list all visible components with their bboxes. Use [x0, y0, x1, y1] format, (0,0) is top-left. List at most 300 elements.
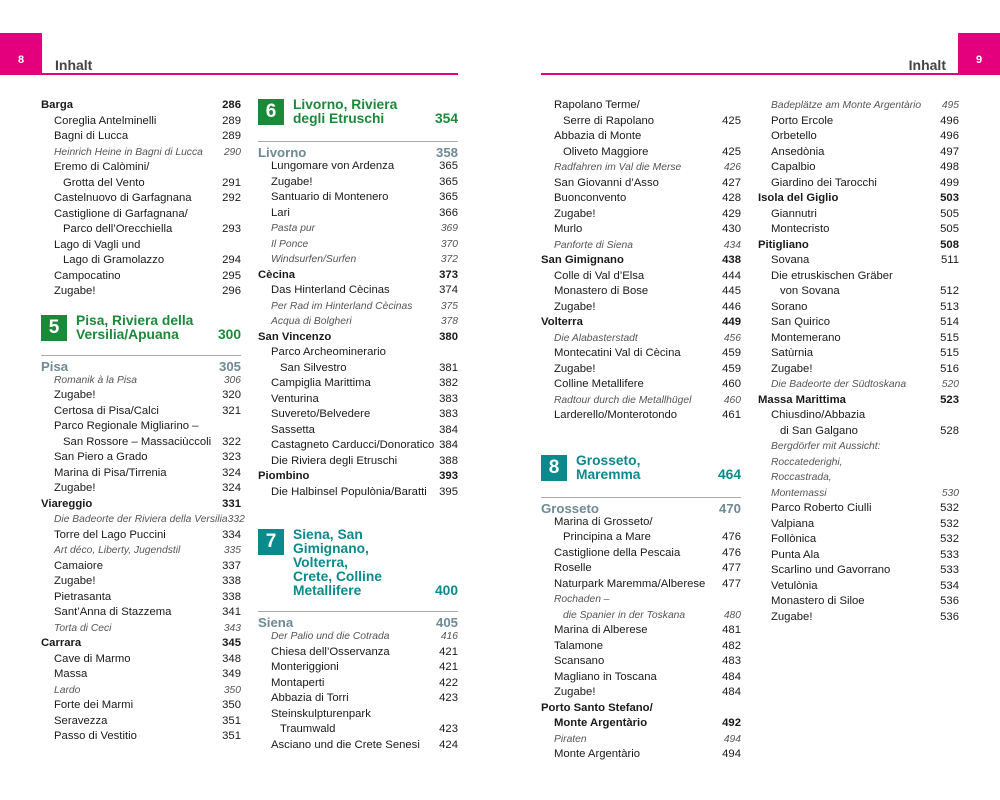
toc-entry-page: 348: [222, 652, 241, 665]
toc-entry: [541, 145, 741, 161]
toc-entry-title: Castagneto Carducci/Donoratico: [271, 439, 435, 451]
toc-entry: [41, 621, 241, 637]
toc-entry-title: Rochaden –: [554, 594, 610, 605]
toc-entry-page: 382: [439, 377, 458, 389]
toc-entry: [258, 206, 458, 222]
toc-entry-page: 428: [722, 192, 741, 204]
toc-entry-page: 350: [223, 684, 241, 696]
toc-entry-title: Il Ponce: [271, 238, 309, 250]
toc-entry-page: 381: [439, 361, 458, 374]
toc-entry: [758, 486, 959, 502]
toc-entry-page: 388: [439, 454, 458, 467]
chapter-number-badge: 5: [41, 315, 67, 341]
toc-entry: [541, 377, 741, 393]
toc-entry: [258, 159, 458, 175]
area-heading: [541, 497, 741, 515]
toc-entry-title: Abbazia di Torri: [271, 692, 349, 704]
toc-entry-title: Art déco, Liberty, Jugendstil: [54, 545, 181, 556]
toc-entry-title: Castiglione della Pescaia: [554, 546, 681, 559]
toc-entry-title: Zugabe!: [54, 389, 96, 401]
toc-entry-page: 460: [723, 394, 741, 406]
toc-entry-title: Zugabe!: [554, 207, 596, 220]
toc-entry: [541, 362, 741, 378]
toc-entry-title: Parco dell’Orecchiella: [63, 223, 173, 235]
toc-entry: [541, 592, 741, 608]
toc-entry: [258, 469, 458, 485]
chapter-page: 464: [717, 466, 741, 482]
right-header-rule: [541, 73, 958, 75]
toc-entry-page: 423: [439, 723, 458, 735]
toc-entry: [541, 654, 741, 670]
toc-entry: [41, 145, 241, 161]
toc-entry-title: Sant’Anna di Stazzema: [54, 606, 172, 618]
toc-entry-page: 459: [722, 347, 741, 359]
toc-entry-page: 343: [223, 622, 241, 634]
toc-entry: [541, 732, 741, 748]
toc-entry: [258, 392, 458, 408]
toc-entry-page: 496: [940, 114, 959, 127]
toc-entry-title: Campiglia Marittima: [271, 377, 371, 389]
toc-entry-title: Sovana: [771, 254, 810, 266]
toc-entry-page: 449: [722, 316, 741, 328]
toc-entry: [258, 438, 458, 454]
toc-entry-title: Radfahren im Val die Merse: [554, 162, 682, 173]
toc-entry-page: 515: [940, 331, 959, 344]
toc-entry: [41, 435, 241, 451]
toc-entry-title: Zugabe!: [54, 285, 96, 297]
area-heading: [258, 611, 458, 629]
toc-entry: [41, 466, 241, 482]
toc-entry: [41, 574, 241, 590]
toc-entry-page: 476: [722, 531, 741, 543]
toc-entry-page: 530: [941, 487, 959, 499]
toc-entry-title: Asciano und die Crete Senesi: [271, 738, 420, 751]
toc-entry-page: 532: [940, 502, 959, 514]
toc-entry-title: Magliano in Toscana: [554, 670, 657, 683]
toc-entry-page: 294: [222, 254, 241, 266]
toc-entry-page: 374: [439, 284, 458, 296]
chapter-title: Siena, San Gimignano, Volterra, Crete, Colline Metallifere: [293, 527, 382, 598]
toc-entry-page: 295: [222, 269, 241, 282]
toc-entry-group: [541, 98, 741, 424]
toc-entry-page: 438: [722, 254, 741, 266]
toc-entry-page: 290: [223, 146, 241, 158]
toc-entry-title: Acqua di Bolgheri: [271, 316, 352, 327]
toc-entry-title: Ansedònia: [771, 145, 825, 158]
toc-entry: [41, 404, 241, 420]
toc-entry-title: von Sovana: [780, 285, 840, 297]
toc-column-1: [41, 98, 245, 745]
area-title: Grosseto: [541, 500, 599, 516]
toc-entry-page: 421: [439, 645, 458, 658]
toc-entry-page: 323: [222, 451, 241, 463]
toc-entry-title: Zugabe!: [554, 362, 596, 375]
toc-entry-title: Chiusdino/Abbazia: [771, 409, 866, 421]
toc-entry: [541, 331, 741, 347]
toc-entry-title: Abbazia di Monte: [554, 130, 642, 142]
toc-entry-page: 424: [439, 738, 458, 751]
toc-entry: [258, 707, 458, 723]
toc-entry: [758, 238, 959, 254]
toc-entry: [541, 176, 741, 192]
area-title: Pisa: [41, 358, 69, 374]
toc-entry: [258, 175, 458, 191]
toc-entry: [758, 610, 959, 626]
toc-entry-page: 508: [940, 238, 959, 251]
toc-entry: [758, 145, 959, 161]
toc-entry-title: Valpiana: [771, 517, 815, 530]
toc-entry-title: Volterra: [541, 316, 583, 328]
toc-entry: [541, 408, 741, 424]
toc-entry-page: 423: [439, 692, 458, 704]
toc-entry: [541, 160, 741, 176]
toc-entry-title: Die Badeorte der Riviera della Versilia: [54, 514, 228, 525]
toc-entry-title: Cave di Marmo: [54, 652, 131, 665]
toc-entry-page: 477: [722, 577, 741, 590]
toc-entry: [758, 207, 959, 223]
toc-entry-title: Forte dei Marmi: [54, 699, 134, 711]
toc-entry-page: 365: [439, 160, 458, 172]
toc-entry-title: Lardo: [54, 684, 81, 696]
toc-entry-page: 484: [722, 686, 741, 698]
toc-entry-title: Isola del Giglio: [758, 192, 839, 204]
toc-entry-title: Vetulònia: [771, 579, 818, 592]
toc-entry-title: Scansano: [554, 655, 605, 667]
toc-entry-title: Die Alabasterstadt: [554, 332, 638, 344]
toc-entry: [541, 191, 741, 207]
toc-entry: [541, 747, 741, 763]
toc-entry-title: Certosa di Pisa/Calci: [54, 404, 159, 417]
toc-entry-page: 503: [940, 192, 959, 204]
toc-entry-title: Orbetello: [771, 130, 817, 142]
toc-entry-page: 366: [439, 206, 458, 219]
toc-entry-group: [41, 373, 245, 745]
left-page-number-tab: [0, 33, 42, 75]
toc-entry-title: Lari: [271, 206, 290, 219]
toc-entry-title: Monastero di Siloe: [771, 595, 865, 607]
toc-entry-title: Parco Roberto Ciulli: [771, 502, 872, 514]
toc-entry-title: Bergdörfer mit Aussicht:: [771, 441, 881, 452]
toc-entry: [258, 454, 458, 470]
toc-entry-page: 395: [439, 485, 458, 498]
toc-entry: [41, 269, 241, 285]
toc-entry-page: 378: [440, 316, 458, 327]
toc-entry-title: Marina di Pisa/Tirrenia: [54, 466, 167, 479]
toc-entry-page: 505: [940, 223, 959, 235]
toc-entry-title: Grotta del Vento: [63, 176, 145, 189]
toc-entry-title: Romanik à la Pisa: [54, 374, 137, 386]
toc-entry-title: Buonconvento: [554, 192, 627, 204]
toc-entry: [758, 346, 959, 362]
toc-entry-title: Montemassi: [771, 487, 827, 499]
toc-entry-title: Talamone: [554, 639, 603, 652]
toc-entry-title: San Gimignano: [541, 254, 624, 266]
toc-entry: [41, 528, 241, 544]
toc-entry-page: 499: [940, 176, 959, 189]
toc-entry-title: Pasta pur: [271, 223, 316, 234]
toc-entry-page: 536: [940, 610, 959, 623]
toc-entry-page: 372: [440, 254, 458, 265]
toc-entry-title: die Spanier in der Toskana: [563, 609, 686, 621]
toc-column-4: [758, 98, 959, 625]
toc-entry: [258, 345, 458, 361]
toc-entry-title: Zugabe!: [54, 482, 96, 494]
toc-entry: [541, 222, 741, 238]
toc-entry-page: 322: [222, 435, 241, 448]
toc-entry-title: Castelnuovo di Garfagnana: [54, 192, 192, 204]
toc-entry-page: 334: [222, 528, 241, 541]
toc-entry-page: 481: [722, 624, 741, 636]
toc-entry-title: Steinskulpturenpark: [271, 707, 371, 720]
toc-entry-title: Der Palio und die Cotrada: [271, 631, 390, 642]
toc-entry-page: 513: [940, 300, 959, 313]
chapter-heading: [258, 528, 458, 598]
toc-entry: [541, 238, 741, 254]
toc-entry-page: 370: [440, 238, 458, 250]
toc-entry-page: 446: [722, 300, 741, 313]
toc-entry-title: San Piero a Grado: [54, 451, 148, 463]
toc-entry: [41, 373, 241, 389]
toc-entry: [258, 645, 458, 661]
toc-entry: [258, 376, 458, 392]
toc-entry-title: Die Badeorte der Südtoskana: [771, 379, 907, 390]
toc-entry-title: Montecatini Val di Cècina: [554, 347, 681, 359]
toc-entry-page: 393: [439, 470, 458, 482]
toc-entry: [541, 623, 741, 639]
toc-entry-title: Colline Metallifere: [554, 378, 644, 390]
toc-entry-page: 476: [722, 546, 741, 559]
toc-entry: [758, 424, 959, 440]
toc-entry-page: 429: [722, 207, 741, 220]
toc-entry-title: Porto Ercole: [771, 114, 834, 127]
toc-entry-page: 338: [222, 575, 241, 587]
toc-entry: [758, 362, 959, 378]
chapter-title: Grosseto, Maremma: [576, 452, 641, 482]
toc-entry-title: Suvereto/Belvedere: [271, 408, 371, 420]
toc-entry-title: San Rossore – Massaciùccoli: [63, 435, 212, 448]
toc-entry-title: Viareggio: [41, 497, 93, 510]
toc-entry: [758, 98, 959, 114]
chapter-heading: [258, 98, 458, 126]
toc-entry-page: 533: [940, 548, 959, 561]
toc-entry: [541, 393, 741, 409]
toc-entry-title: Porto Santo Stefano/: [541, 701, 653, 714]
toc-entry: [541, 685, 741, 701]
toc-entry: [41, 683, 241, 699]
toc-entry-title: Eremo di Calòmini/: [54, 161, 150, 173]
toc-entry: [541, 207, 741, 223]
toc-entry-title: Monte Argentàrio: [554, 748, 641, 760]
toc-entry-page: 292: [222, 192, 241, 204]
toc-entry-page: 306: [223, 374, 241, 386]
toc-entry: [758, 191, 959, 207]
toc-entry: [758, 579, 959, 595]
toc-entry-page: 528: [940, 424, 959, 437]
toc-entry-page: 480: [723, 609, 741, 621]
toc-entry: [541, 269, 741, 285]
chapter-page: 354: [434, 111, 458, 126]
toc-entry-page: 461: [722, 409, 741, 421]
toc-entry-page: 320: [222, 389, 241, 401]
toc-entry-title: Roccastrada,: [771, 472, 832, 483]
toc-entry-page: 293: [222, 223, 241, 235]
toc-entry-page: 505: [940, 207, 959, 220]
toc-entry-title: Zugabe!: [554, 686, 596, 698]
toc-entry-page: 383: [439, 392, 458, 405]
toc-entry: [41, 590, 241, 606]
toc-entry-page: 456: [723, 332, 741, 344]
chapter-heading: [541, 454, 741, 482]
toc-entry-page: 494: [723, 733, 741, 745]
toc-entry: [41, 512, 245, 528]
toc-entry: [41, 160, 241, 176]
toc-entry-page: 498: [940, 161, 959, 173]
toc-entry-title: Scarlino und Gavorrano: [771, 564, 891, 576]
toc-entry: [41, 559, 241, 575]
toc-entry: [258, 629, 458, 645]
toc-entry-title: Montemerano: [771, 331, 841, 344]
toc-entry-title: Marina di Grosseto/: [554, 515, 653, 528]
toc-entry-title: Marina di Alberese: [554, 624, 648, 636]
toc-entry: [758, 517, 959, 533]
toc-entry: [541, 515, 741, 531]
toc-entry: [758, 114, 959, 130]
toc-entry: [541, 701, 741, 717]
area-title: Siena: [258, 615, 294, 630]
toc-entry: [541, 114, 741, 130]
toc-entry-title: Monteriggioni: [271, 661, 339, 673]
toc-entry: [41, 419, 241, 435]
toc-entry-page: 520: [941, 379, 959, 390]
toc-entry-page: 511: [940, 254, 959, 266]
toc-entry: [758, 160, 959, 176]
toc-entry-page: 421: [439, 661, 458, 673]
area-page: 470: [718, 500, 741, 516]
toc-entry: [758, 439, 959, 455]
toc-entry-group: [758, 98, 959, 625]
toc-entry-page: 434: [723, 239, 741, 251]
toc-entry-page: 365: [439, 175, 458, 188]
toc-entry-title: Montecristo: [771, 223, 830, 235]
toc-entry: [258, 299, 458, 315]
toc-entry-title: Windsurfen/Surfen: [271, 254, 357, 265]
toc-entry: [541, 639, 741, 655]
toc-entry: [541, 315, 741, 331]
toc-entry-page: 341: [222, 606, 241, 618]
toc-entry: [541, 284, 741, 300]
toc-entry-page: 324: [222, 466, 241, 479]
toc-entry-title: Satùrnia: [771, 347, 814, 359]
chapter-title: Livorno, Riviera degli Etruschi: [293, 97, 398, 126]
toc-entry-page: 384: [439, 423, 458, 436]
toc-entry: [541, 546, 741, 562]
toc-entry-title: Seravezza: [54, 714, 108, 727]
toc-entry-title: Heinrich Heine in Bagni di Lucca: [54, 146, 203, 158]
chapter-page: 400: [434, 583, 458, 598]
toc-entry: [258, 237, 458, 253]
toc-entry: [758, 548, 959, 564]
toc-entry-title: Panforte di Siena: [554, 239, 633, 251]
toc-entry: [41, 207, 241, 223]
toc-entry-title: Die etruskischen Gräber: [771, 269, 893, 282]
toc-entry-title: Larderello/Monterotondo: [554, 409, 678, 421]
toc-entry: [258, 252, 458, 268]
toc-entry: [41, 698, 241, 714]
toc-entry-page: 286: [222, 99, 241, 111]
toc-entry-title: Oliveto Maggiore: [563, 145, 649, 158]
toc-entry: [541, 129, 741, 145]
toc-entry: [41, 605, 241, 621]
toc-entry-page: 514: [940, 316, 959, 328]
toc-entry-title: Campocatino: [54, 269, 121, 282]
toc-entry: [758, 253, 959, 269]
toc-entry-title: Radtour durch die Metallhügel: [554, 394, 692, 406]
toc-entry-page: 296: [222, 285, 241, 297]
toc-entry: [758, 470, 959, 486]
toc-entry-page: 484: [722, 670, 741, 683]
toc-entry-title: Coreglia Antelminelli: [54, 114, 157, 127]
toc-entry: [758, 129, 959, 145]
area-page: 405: [435, 615, 458, 630]
toc-entry-page: 515: [940, 347, 959, 359]
toc-entry: [41, 450, 241, 466]
toc-entry: [41, 497, 241, 513]
toc-entry-page: 375: [440, 300, 458, 312]
toc-entry-title: Parco Archeominerario: [271, 346, 386, 358]
toc-entry-page: 536: [940, 595, 959, 607]
toc-entry-title: Piombino: [258, 470, 310, 482]
toc-entry-title: Torre del Lago Puccini: [54, 528, 166, 541]
toc-entry-page: 494: [722, 748, 741, 760]
toc-entry: [41, 238, 241, 254]
chapter-number-badge: 6: [258, 99, 284, 125]
right-running-head: Inhalt: [908, 57, 946, 73]
toc-entry-title: Pietrasanta: [54, 590, 112, 603]
toc-entry-page: 496: [940, 130, 959, 142]
toc-entry-page: 497: [940, 145, 959, 158]
toc-entry: [541, 716, 741, 732]
toc-entry: [541, 530, 741, 546]
toc-entry: [41, 222, 241, 238]
toc-entry-group: [258, 159, 458, 500]
toc-entry: [541, 253, 741, 269]
toc-entry: [41, 191, 241, 207]
toc-entry: [258, 221, 458, 237]
area-title: Livorno: [258, 145, 307, 160]
toc-entry-page: 373: [439, 268, 458, 281]
area-page: 305: [218, 358, 241, 374]
toc-entry: [758, 501, 959, 517]
toc-column-3: [541, 98, 741, 763]
toc-entry: [758, 284, 959, 300]
area-heading: [258, 141, 458, 159]
toc-entry-title: Das Hinterland Cècinas: [271, 284, 390, 296]
toc-entry: [258, 660, 458, 676]
toc-entry-title: Lungomare von Ardenza: [271, 160, 395, 172]
toc-entry: [41, 176, 241, 192]
toc-entry: [758, 176, 959, 192]
toc-entry-page: 289: [222, 114, 241, 127]
toc-entry-title: di San Galgano: [780, 424, 858, 437]
toc-entry-title: Castiglione di Garfagnana/: [54, 207, 188, 220]
toc-entry-title: Bagni di Lucca: [54, 130, 129, 142]
toc-entry-page: 532: [940, 533, 959, 545]
toc-entry-group: [541, 515, 741, 763]
toc-entry-title: Roselle: [554, 562, 592, 574]
toc-entry: [758, 300, 959, 316]
toc-entry: [258, 190, 458, 206]
toc-entry-page: 492: [722, 717, 741, 729]
